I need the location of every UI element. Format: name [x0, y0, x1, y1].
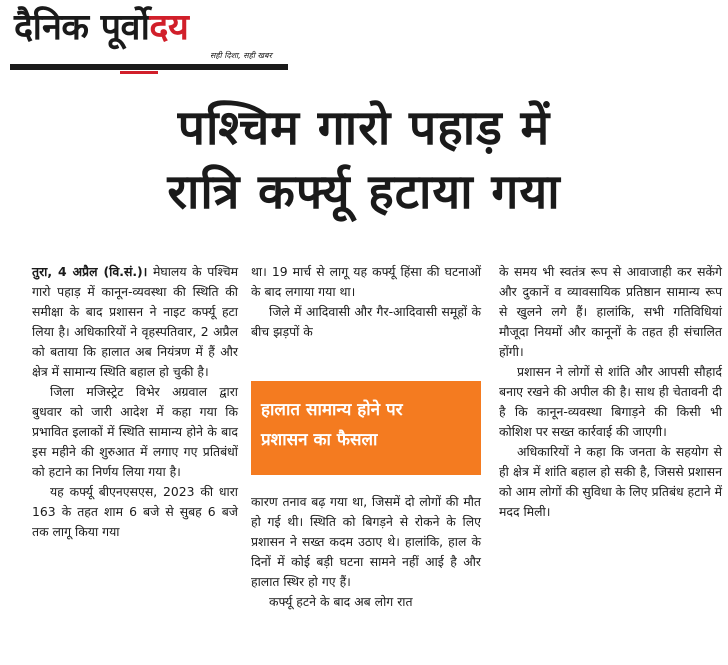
- dateline: तुरा, 4 अप्रैल (वि.सं.)।: [32, 264, 148, 279]
- article-paragraph: [32, 262, 238, 382]
- article-paragraph: के समय भी स्वतंत्र रूप से आवाजाही कर सकेंगे और दुकानें व व्यावसायिक प्रतिष्ठान सामान्य रूप से खुलने लगे हैं। हालांकि, सभी गतिविधियां मौजूदा नियमों और कानूनों के तहत ही संचालित होंगी।: [499, 264, 722, 359]
- article-paragraph-text: मेघालय के पश्चिम गारो पहाड़ में कानून-व्यवस्था की स्थिति की समीक्षा के बाद प्रशासन ने नाइट कर्फ्यू हटा लिया है। अधिकारियों ने वृहस्पतिवार, 2 अप्रैल को बताया कि हालात अब नियंत्रण में हैं और क्षेत्र में सामान्य स्थिति बहाल हो चुकी है।: [32, 264, 238, 379]
- pullquote-line-1: हालात सामान्य होने पर: [261, 400, 403, 420]
- article-column-3: [499, 262, 722, 522]
- masthead-title-accent: दय: [149, 7, 189, 48]
- article-column-2-bottom: [251, 492, 481, 612]
- masthead: [0, 0, 300, 80]
- pullquote-box: [251, 381, 481, 475]
- masthead-logo: [14, 6, 188, 50]
- article-column-1: [32, 262, 238, 542]
- masthead-rule: [10, 64, 288, 70]
- pullquote-line-2: प्रशासन का फैसला: [261, 430, 378, 450]
- article-paragraph: प्रशासन ने लोगों से शांति और आपसी सौहार्द बनाए रखने की अपील की है। साथ ही चेतावनी दी है कि कानून-व्यवस्था बिगाड़ने की किसी भी कोशिश पर सख्त कार्रवाई की जाएगी।: [499, 364, 722, 439]
- headline-line-2: रात्रि कर्फ्यू हटाया गया: [167, 164, 561, 220]
- article-paragraph: अधिकारियों ने कहा कि जनता के सहयोग से ही क्षेत्र में शांति बहाल हो सकी है, जिससे प्रशासन को आम लोगों की सुविधा के लिए प्रतिबंध हटाने में मदद मिली।: [499, 444, 722, 519]
- masthead-tagline: सही दिशा, सही खबर: [210, 51, 272, 60]
- article-paragraph: यह कर्फ्यू बीएनएसएस, 2023 की धारा 163 के तहत शाम 6 बजे से सुबह 6 बजे तक लागू किया गया: [32, 484, 238, 539]
- article-paragraph: जिला मजिस्ट्रेट विभेर अग्रवाल द्वारा बुधवार को जारी आदेश में कहा गया कि प्रभावित इलाकों में स्थिति सामान्य होने के बाद इस महीने की शुरुआत में लगाए गए प्रतिबंधों को हटाने का निर्णय लिया गया है।: [32, 384, 238, 479]
- headline: [0, 96, 728, 224]
- masthead-title: दैनिक पूर्वो: [14, 7, 150, 48]
- headline-line-1: पश्चिम गारो पहाड़ में: [177, 100, 551, 156]
- article-paragraph: कर्फ्यू हटने के बाद अब लोग रात: [269, 594, 413, 609]
- article-paragraph: कारण तनाव बढ़ गया था, जिसमें दो लोगों की मौत हो गई थी। स्थिति को बिगड़ने से रोकने के लिए प्रशासन ने सख्त कदम उठाए थे। हालांकि, हाल के दिनों में कोई बड़ी घटना सामने नहीं आई है और हालात स्थिर हो गए हैं।: [251, 494, 481, 589]
- masthead-accent-bar: [120, 71, 158, 74]
- article-paragraph: जिले में आदिवासी और गैर-आदिवासी समूहों के बीच झड़पों के: [251, 304, 481, 339]
- article-column-2-top: [251, 262, 481, 342]
- article-paragraph: था। 19 मार्च से लागू यह कर्फ्यू हिंसा की घटनाओं के बाद लगाया गया था।: [251, 264, 481, 299]
